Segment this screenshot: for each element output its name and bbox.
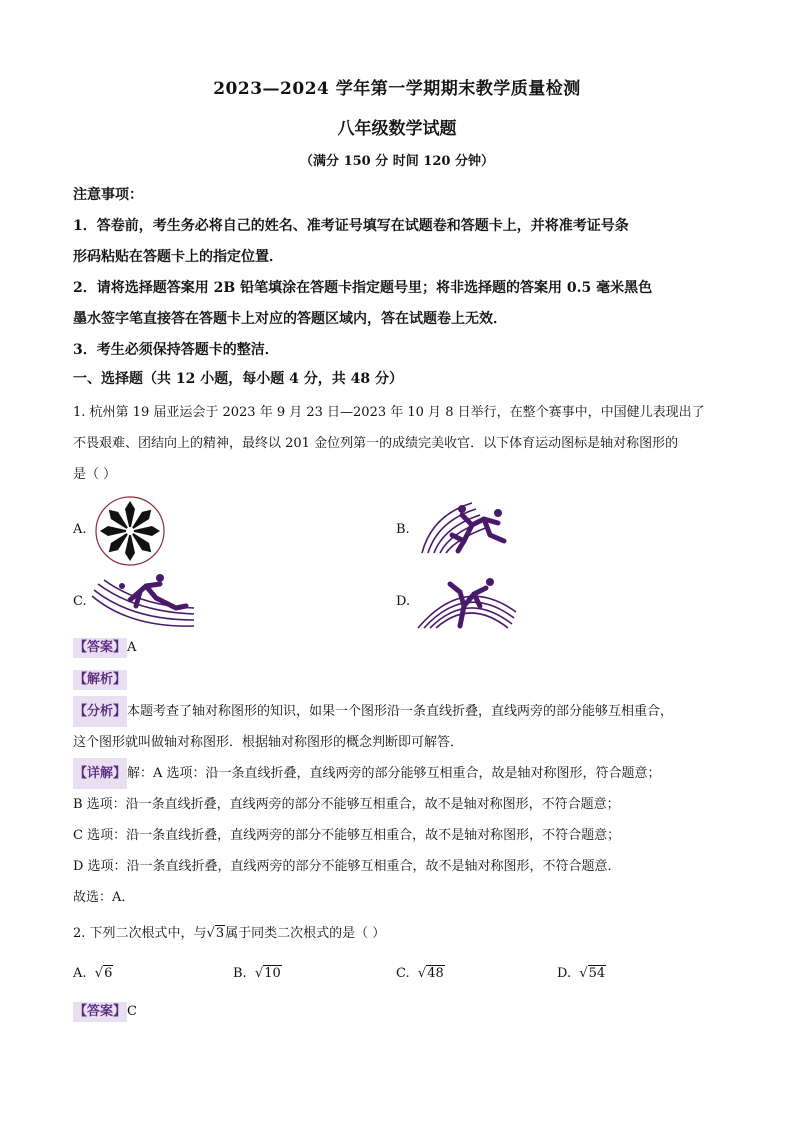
exam-subtitle: 八年级数学试题 bbox=[337, 119, 457, 139]
sqrt-symbol: √10 bbox=[254, 966, 281, 981]
notes-block bbox=[73, 180, 733, 366]
q2-option-b bbox=[233, 966, 282, 981]
answer-value: C bbox=[127, 1004, 137, 1019]
q2-option-d bbox=[557, 966, 606, 981]
option-label: D. bbox=[557, 966, 572, 981]
notes-line: 1．答卷前，考生务必将自己的姓名、准考证号填写在试题卷和答题卡上，并将准考证号条 bbox=[73, 218, 629, 234]
runner-icon bbox=[90, 572, 198, 632]
notes-line: 3．考生必须保持答题卡的整洁． bbox=[73, 342, 279, 358]
question-2-suffix: 属于同类二次根式的是（ ） bbox=[225, 926, 386, 941]
q2-option-a bbox=[73, 966, 113, 981]
analysis-line bbox=[73, 670, 127, 690]
detail-tag: 【详解】 bbox=[73, 758, 127, 789]
option-label: C. bbox=[396, 966, 410, 981]
option-a-label: A. bbox=[73, 522, 87, 537]
snowflake-star-icon bbox=[94, 495, 166, 567]
question-text: 是（ ） bbox=[73, 467, 117, 482]
exam-meta: （满分 150 分 时间 120 分钟） bbox=[300, 154, 494, 169]
radicand: 6 bbox=[104, 966, 113, 981]
fenxi-text: 这个图形就叫做轴对称图形．根据轴对称图形的概念判断即可解答． bbox=[73, 735, 464, 750]
analysis-tag: 【解析】 bbox=[73, 670, 127, 690]
notes-line: 墨水签字笔直接答在答题卡上对应的答题区域内，答在试题卷上无效． bbox=[73, 311, 507, 327]
radicand: 3 bbox=[215, 926, 225, 941]
section-heading: 一、选择题（共 12 小题，每小题 4 分，共 48 分） bbox=[73, 371, 403, 387]
question-1 bbox=[73, 397, 733, 490]
fenxi-text: 本题考查了轴对称图形的知识，如果一个图形沿一条直线折叠，直线两旁的部分能够互相重合， bbox=[127, 704, 674, 719]
detail-text: C 选项：沿一条直线折叠，直线两旁的部分不能够互相重合，故不是轴对称图形，不符合题意； bbox=[73, 828, 621, 843]
sqrt-symbol: √54 bbox=[579, 966, 606, 981]
fenxi-tag: 【分析】 bbox=[73, 696, 127, 727]
option-b-label: B. bbox=[396, 522, 410, 537]
question-text: 1. 杭州第 19 届亚运会于 2023 年 9 月 23 日—2023 年 10 月 8 日举行，在整个赛事中，中国健儿表现出了 bbox=[73, 405, 705, 420]
fenxi-block bbox=[73, 696, 733, 913]
radicand: 54 bbox=[588, 966, 606, 981]
question-text: 不畏艰难、团结向上的精神，最终以 201 金位列第一的成绩完美收官．以下体育运动图标是轴对称图形的 bbox=[73, 436, 679, 451]
notes-heading: 注意事项： bbox=[73, 187, 143, 203]
detail-text: D 选项：沿一条直线折叠，直线两旁的部分不能够互相重合，故不是轴对称图形，不符合题意． bbox=[73, 859, 621, 874]
answer-tag: 【答案】 bbox=[73, 638, 127, 658]
notes-line: 形码粘贴在答题卡上的指定位置． bbox=[73, 249, 283, 265]
answer-line-2 bbox=[73, 1002, 137, 1022]
answer-tag: 【答案】 bbox=[73, 1002, 127, 1022]
answer-value: A bbox=[127, 640, 137, 655]
answer-line-1 bbox=[73, 638, 136, 658]
option-d-label: D. bbox=[396, 594, 411, 609]
notes-line: 2．请将选择题答案用 2B 铅笔填涂在答题卡指定题号里；将非选择题的答案用 0.5 毫米黑色 bbox=[73, 280, 653, 296]
sqrt-symbol: √3 bbox=[206, 926, 225, 941]
detail-text: B 选项：沿一条直线折叠，直线两旁的部分不能够互相重合，故不是轴对称图形，不符合题意； bbox=[73, 797, 620, 812]
question-2-prefix: 2. 下列二次根式中，与 bbox=[73, 926, 207, 941]
gymnast-icon bbox=[414, 572, 520, 632]
radicand: 48 bbox=[427, 966, 444, 981]
option-c-label: C. bbox=[73, 594, 87, 609]
radicand: 10 bbox=[264, 966, 281, 981]
q2-option-c bbox=[396, 966, 445, 981]
option-label: A. bbox=[73, 966, 87, 981]
detail-text: 解：A 选项：沿一条直线折叠，直线两旁的部分能够互相重合，故是轴对称图形，符合题意； bbox=[127, 766, 661, 781]
sqrt-symbol: √48 bbox=[417, 966, 444, 981]
sqrt-symbol: √6 bbox=[94, 966, 113, 981]
exam-title: 2023—2024 学年第一学期期末教学质量检测 bbox=[213, 79, 581, 99]
wrestlers-icon bbox=[412, 495, 524, 557]
option-label: B. bbox=[233, 966, 247, 981]
question-2 bbox=[73, 922, 385, 941]
detail-text: 故选：A． bbox=[73, 890, 135, 905]
